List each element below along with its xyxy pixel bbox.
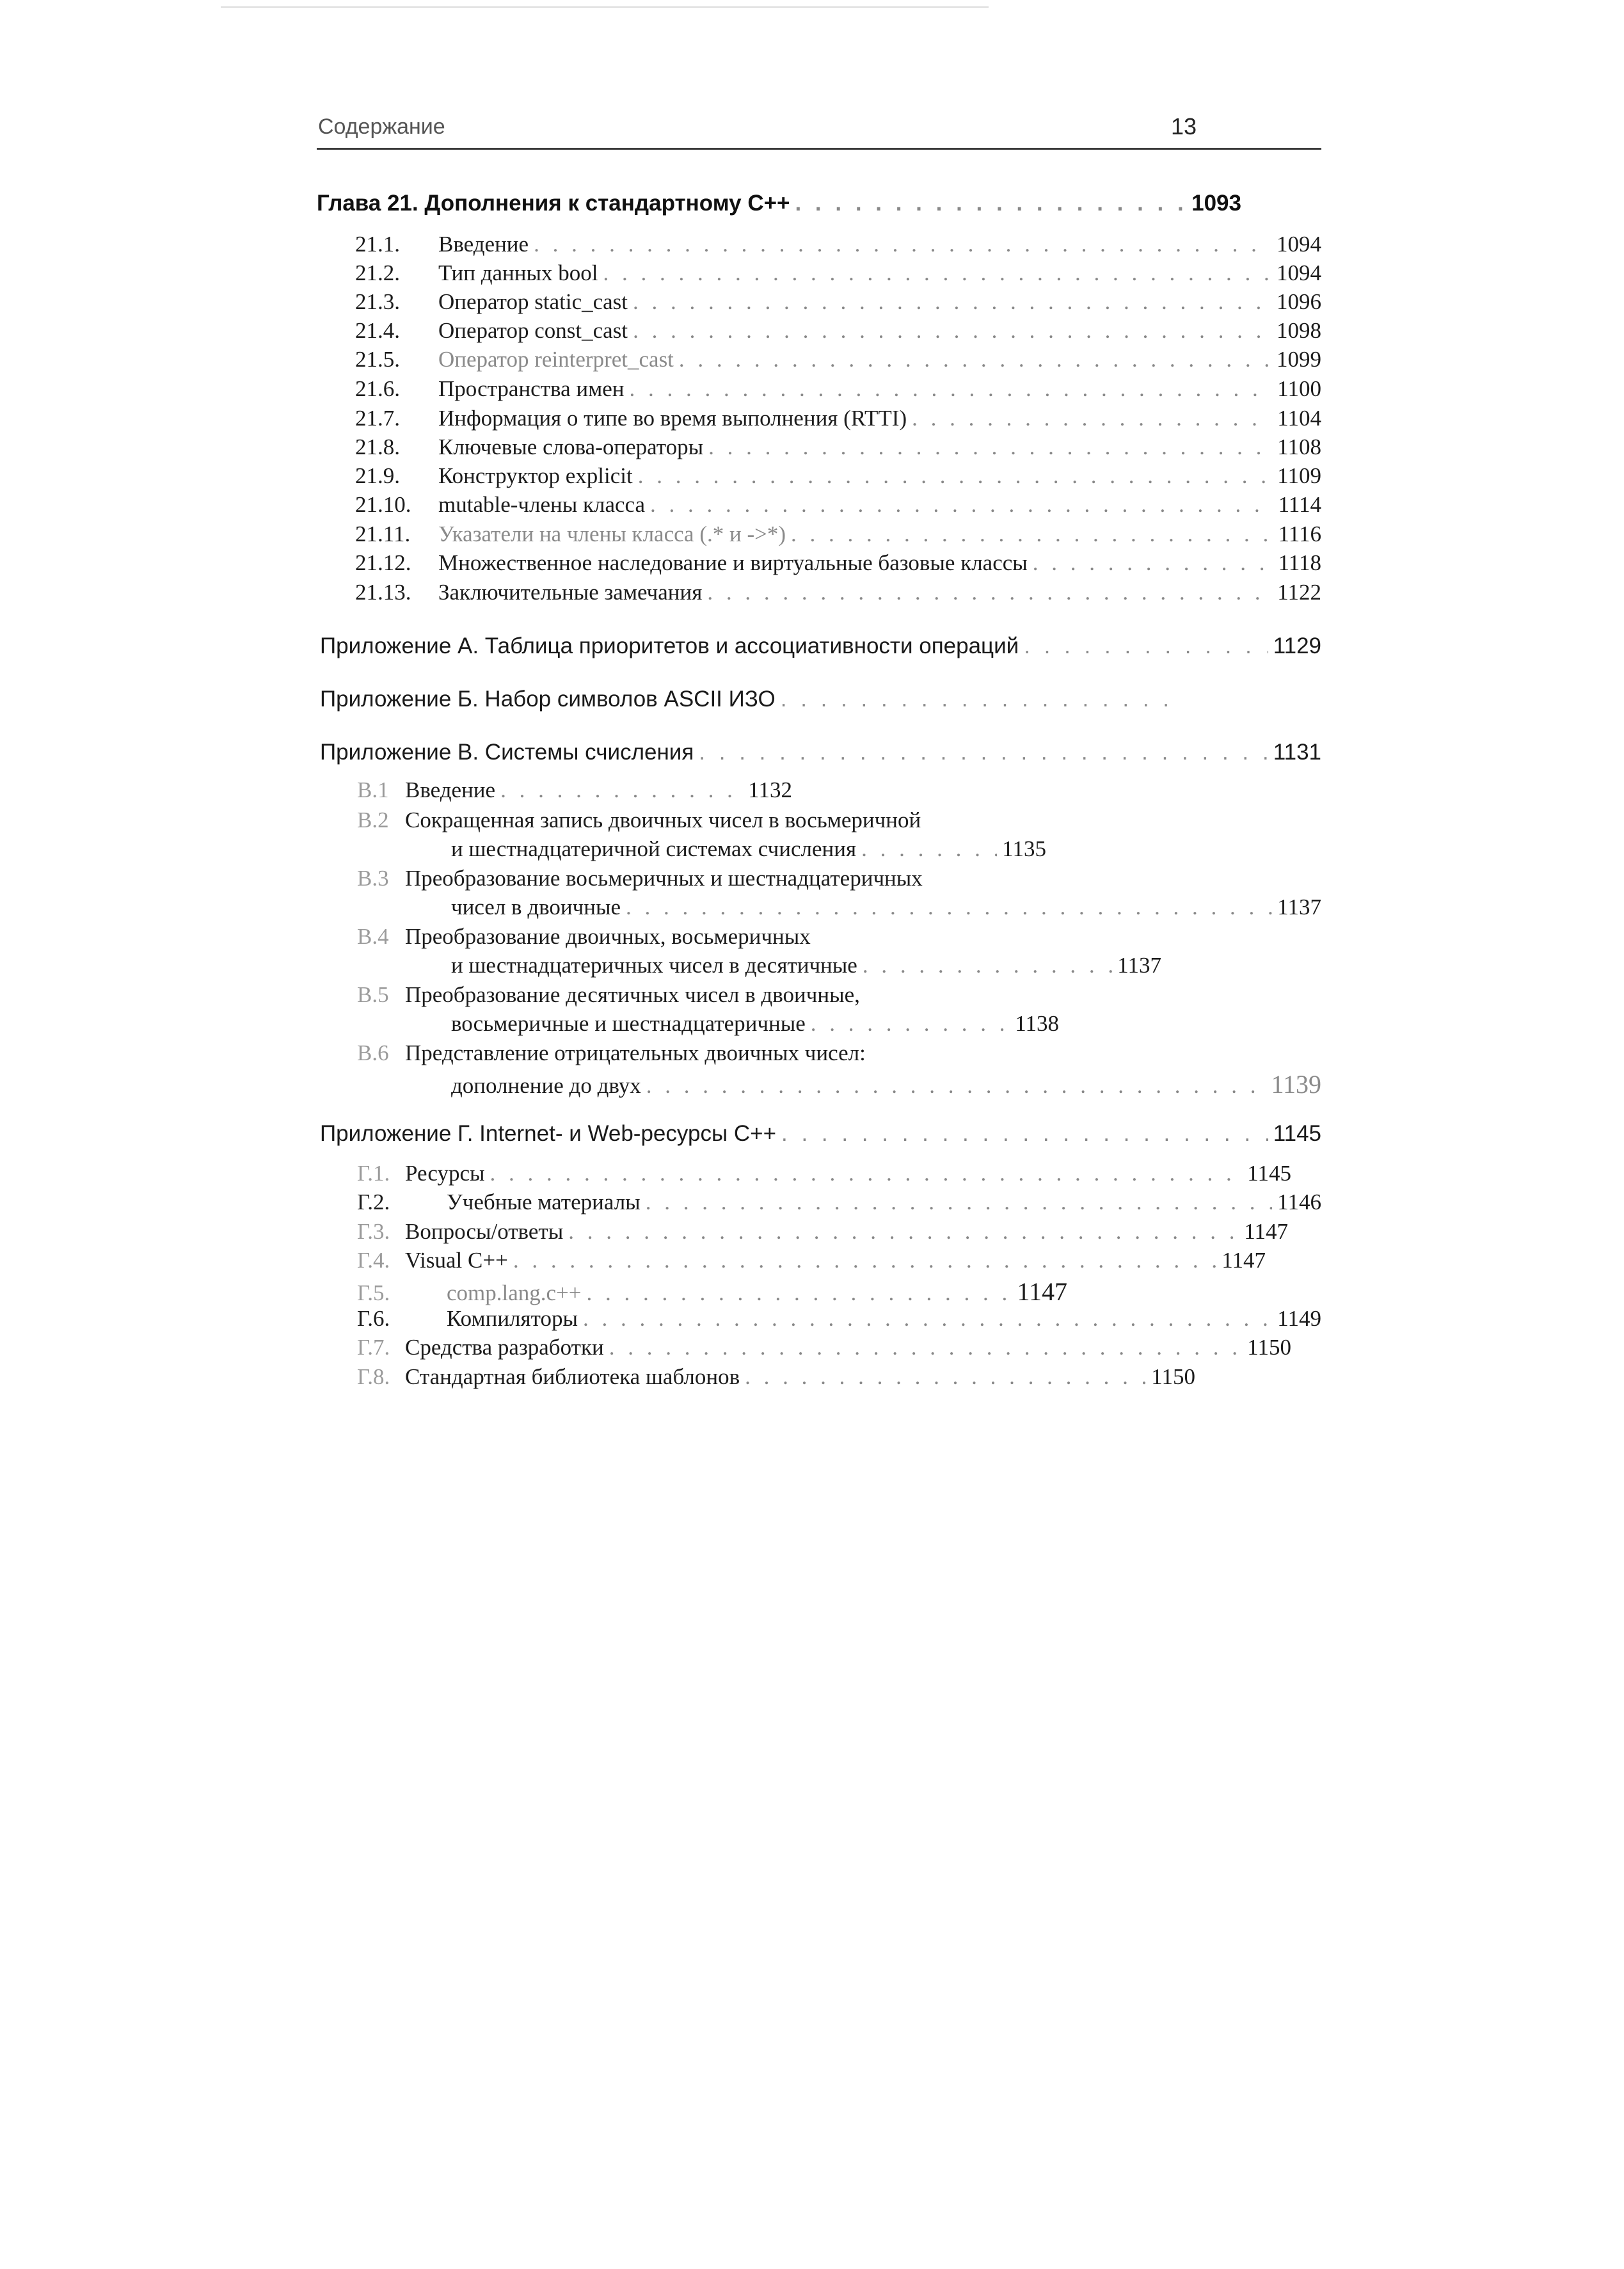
section-title: Множественное наследование и виртуальные базовые классы xyxy=(438,550,1028,575)
section-number: 21.2. xyxy=(355,260,400,285)
dot-leader xyxy=(795,191,1186,216)
subsection-number: Г.2. xyxy=(357,1190,390,1214)
section-number: 21.12. xyxy=(355,550,411,575)
section-title: Конструктор explicit xyxy=(438,463,633,488)
subsection-page: 1135 xyxy=(1002,836,1046,861)
toc-appendix-c[interactable] xyxy=(320,740,1321,772)
subsection-title: Сокращенная запись двоичных чисел в восьмеричной xyxy=(405,808,921,832)
section-title: Тип данных bool xyxy=(438,260,598,285)
subsection-page: 1147 xyxy=(1244,1219,1288,1244)
appendix-title: Приложение А. Таблица приоритетов и ассоциативности операций xyxy=(320,633,1019,658)
dot-leader xyxy=(1033,550,1273,576)
section-title: Пространства имен xyxy=(438,376,625,401)
subsection-number: В.4 xyxy=(357,924,389,949)
appendix-page: 1145 xyxy=(1273,1121,1321,1146)
dot-leader xyxy=(912,406,1272,431)
subsection-title: Введение xyxy=(405,777,496,802)
subsection-page: 1145 xyxy=(1247,1161,1291,1186)
dot-leader xyxy=(781,1121,1268,1147)
subsection-title: Visual C++ xyxy=(405,1248,508,1273)
toc-section[interactable] xyxy=(355,434,1321,463)
toc-section[interactable] xyxy=(355,318,1321,346)
appendix-page: 1129 xyxy=(1273,633,1321,658)
dot-leader xyxy=(568,1219,1239,1245)
section-number: 21.11. xyxy=(355,521,411,546)
toc-chapter-21[interactable] xyxy=(317,191,1241,224)
section-number: 21.8. xyxy=(355,434,400,459)
toc-section[interactable] xyxy=(355,463,1321,491)
section-page: 1104 xyxy=(1277,406,1321,431)
section-page: 1099 xyxy=(1277,347,1321,372)
section-number: 21.7. xyxy=(355,406,400,431)
toc-subsection[interactable] xyxy=(357,1306,1321,1334)
section-title: Оператор const_cast xyxy=(438,318,628,343)
toc-subsection-cont[interactable] xyxy=(451,895,1321,923)
section-page: 1100 xyxy=(1277,376,1321,401)
toc-section[interactable] xyxy=(355,492,1321,520)
toc-section[interactable] xyxy=(355,260,1321,289)
toc-subsection[interactable] xyxy=(357,1248,1266,1276)
section-title: Информация о типе во время выполнения (RTTI) xyxy=(438,406,907,431)
scan-top-edge xyxy=(221,6,989,8)
toc-subsection-cont[interactable] xyxy=(451,1069,1321,1097)
toc-subsection[interactable] xyxy=(357,1219,1288,1247)
section-number: 21.4. xyxy=(355,318,400,343)
toc-subsection[interactable] xyxy=(357,1190,1321,1218)
page-number: 13 xyxy=(1171,113,1197,139)
section-title: mutable-члены класса xyxy=(438,492,646,517)
dot-leader xyxy=(500,777,743,803)
dot-leader xyxy=(1024,633,1268,659)
toc-subsection-cont[interactable] xyxy=(451,1011,1059,1039)
toc-section[interactable] xyxy=(355,376,1321,404)
dot-leader xyxy=(646,1073,1266,1099)
dot-leader xyxy=(708,434,1272,460)
dot-leader xyxy=(626,895,1272,920)
subsection-title-cont: восьмеричные и шестнадцатеричные xyxy=(451,1011,806,1036)
toc-section[interactable] xyxy=(355,521,1321,550)
section-number: 21.9. xyxy=(355,463,400,488)
subsection-number: В.6 xyxy=(357,1040,389,1065)
dot-leader xyxy=(630,376,1273,402)
section-title: Указатели на члены класса (.* и ->*) xyxy=(438,521,786,546)
appendix-title: Приложение В. Системы счисления xyxy=(320,740,694,765)
subsection-number: Г.1. xyxy=(357,1161,390,1186)
dot-leader xyxy=(811,1011,1010,1037)
subsection-title: Стандартная библиотека шаблонов xyxy=(405,1364,740,1389)
section-page: 1098 xyxy=(1277,318,1321,343)
subsection-title: Преобразование двоичных, восьмеричных xyxy=(405,924,811,949)
subsection-title: Компиляторы xyxy=(447,1306,578,1331)
toc-subsection[interactable] xyxy=(357,777,792,806)
section-number: 21.6. xyxy=(355,376,400,401)
appendix-title: Приложение Г. Internet- и Web-ресурсы C++ xyxy=(320,1121,777,1146)
subsection-number: В.3 xyxy=(357,866,389,891)
dot-leader xyxy=(513,1248,1216,1273)
dot-leader xyxy=(863,953,1112,978)
subsection-number: Г.6. xyxy=(357,1306,390,1331)
toc-subsection-cont[interactable] xyxy=(451,836,1046,864)
toc-subsection[interactable] xyxy=(357,1364,1195,1392)
subsection-title: Вопросы/ответы xyxy=(405,1219,564,1244)
dot-leader xyxy=(699,740,1268,765)
dot-leader xyxy=(791,521,1273,547)
toc-section[interactable] xyxy=(355,347,1321,375)
dot-leader xyxy=(633,318,1271,344)
section-number: 21.3. xyxy=(355,289,400,314)
section-title: Оператор static_cast xyxy=(438,289,628,314)
subsection-title: Ресурсы xyxy=(405,1161,485,1186)
section-number: 21.1. xyxy=(355,232,400,257)
dot-leader xyxy=(490,1161,1243,1186)
subsection-page: 1139 xyxy=(1271,1070,1321,1099)
subsection-page: 1150 xyxy=(1247,1335,1291,1360)
toc-subsection-head[interactable] xyxy=(357,982,860,1008)
toc-subsection[interactable] xyxy=(357,1277,1067,1305)
toc-section[interactable] xyxy=(355,550,1321,578)
dot-leader xyxy=(609,1335,1243,1360)
subsection-title: Преобразование восьмеричных и шестнадцатеричных xyxy=(405,866,923,891)
dot-leader xyxy=(638,463,1273,489)
dot-leader xyxy=(781,687,1172,712)
subsection-number: Г.4. xyxy=(357,1248,390,1273)
toc-section[interactable] xyxy=(355,232,1321,260)
dot-leader xyxy=(587,1280,1012,1306)
appendix-title: Приложение Б. Набор символов ASCII ИЗО xyxy=(320,687,776,712)
toc-appendix-b[interactable] xyxy=(320,687,1177,719)
chapter-page: 1093 xyxy=(1191,191,1241,216)
subsection-title-cont: чисел в двоичные xyxy=(451,895,621,920)
section-title: Оператор reinterpret_cast xyxy=(438,347,674,372)
subsection-page: 1147 xyxy=(1222,1248,1266,1273)
subsection-number: Г.7. xyxy=(357,1335,390,1360)
subsection-number: Г.8. xyxy=(357,1364,390,1389)
dot-leader xyxy=(679,347,1271,372)
subsection-number: В.5 xyxy=(357,982,389,1007)
dot-leader xyxy=(745,1364,1146,1390)
dot-leader xyxy=(633,289,1271,315)
section-title: Заключительные замечания xyxy=(438,580,703,605)
subsection-number: В.1 xyxy=(357,777,389,802)
toc-appendix-a[interactable] xyxy=(320,633,1321,665)
toc-subsection[interactable] xyxy=(357,1335,1291,1363)
subsection-number: Г.3. xyxy=(357,1219,390,1244)
dot-leader xyxy=(583,1306,1272,1332)
subsection-title: Средства разработки xyxy=(405,1335,604,1360)
running-title: Содержание xyxy=(318,115,445,139)
section-page: 1096 xyxy=(1277,289,1321,314)
section-page: 1109 xyxy=(1277,463,1321,488)
subsection-title: comp.lang.c++ xyxy=(447,1280,582,1305)
dot-leader xyxy=(534,232,1271,257)
dot-leader xyxy=(861,836,997,862)
subsection-page: 1137 xyxy=(1117,953,1161,978)
section-number: 21.13. xyxy=(355,580,411,605)
appendix-page: 1131 xyxy=(1273,740,1321,765)
subsection-title-cont: дополнение до двух xyxy=(451,1073,641,1098)
subsection-title: Представление отрицательных двоичных чисел: xyxy=(405,1040,866,1065)
dot-leader xyxy=(603,260,1271,286)
section-page: 1094 xyxy=(1277,260,1321,285)
subsection-page: 1138 xyxy=(1015,1011,1059,1036)
section-page: 1116 xyxy=(1278,521,1321,546)
subsection-page: 1146 xyxy=(1277,1190,1321,1214)
subsection-page: 1147 xyxy=(1017,1277,1067,1306)
toc-section[interactable] xyxy=(355,289,1321,317)
subsection-title-cont: и шестнадцатеричной системах счисления xyxy=(451,836,857,861)
toc-section[interactable] xyxy=(355,580,1321,608)
section-page: 1118 xyxy=(1278,550,1321,575)
section-title: Введение xyxy=(438,232,529,257)
toc-subsection-cont[interactable] xyxy=(451,953,1161,981)
section-number: 21.10. xyxy=(355,492,411,517)
subsection-page: 1149 xyxy=(1277,1306,1321,1331)
section-title: Ключевые слова-операторы xyxy=(438,434,704,459)
subsection-title-cont: и шестнадцатеричных чисел в десятичные xyxy=(451,953,857,978)
section-page: 1108 xyxy=(1277,434,1321,459)
section-page: 1114 xyxy=(1278,492,1321,517)
toc-subsection-head[interactable] xyxy=(357,808,921,833)
subsection-page: 1132 xyxy=(748,777,792,802)
section-page: 1122 xyxy=(1277,580,1321,605)
toc-subsection-head[interactable] xyxy=(357,1040,866,1066)
subsection-number: В.2 xyxy=(357,808,389,832)
subsection-page: 1137 xyxy=(1277,895,1321,920)
subsection-number: Г.5. xyxy=(357,1280,390,1305)
section-number: 21.5. xyxy=(355,347,400,372)
subsection-title: Учебные материалы xyxy=(447,1190,641,1214)
toc-section[interactable] xyxy=(355,406,1321,434)
chapter-title: Глава 21. Дополнения к стандартному C++ xyxy=(317,191,790,216)
page-header xyxy=(317,112,1321,150)
dot-leader xyxy=(646,1190,1273,1215)
toc-subsection-head[interactable] xyxy=(357,866,923,891)
subsection-title: Преобразование десятичных чисел в двоичные, xyxy=(405,982,860,1007)
toc-subsection[interactable] xyxy=(357,1161,1291,1189)
toc-appendix-d[interactable] xyxy=(320,1121,1321,1153)
section-page: 1094 xyxy=(1277,232,1321,257)
subsection-page: 1150 xyxy=(1151,1364,1195,1389)
toc-subsection-head[interactable] xyxy=(357,924,811,950)
dot-leader xyxy=(707,580,1272,605)
dot-leader xyxy=(650,492,1273,518)
